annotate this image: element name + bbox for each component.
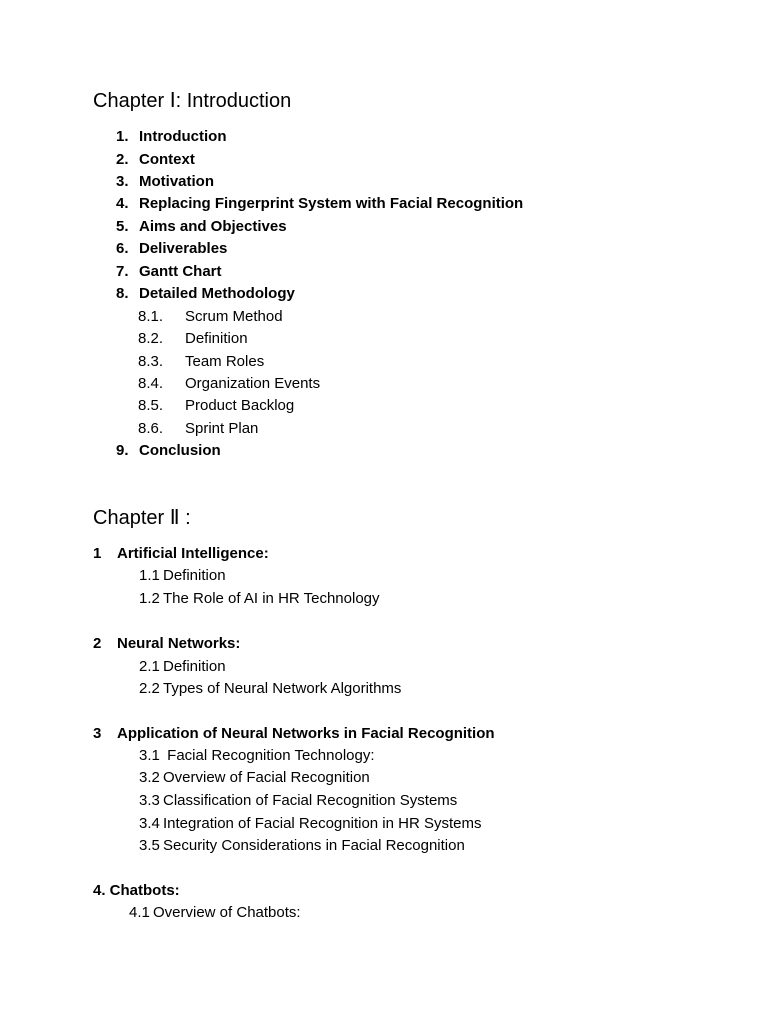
toc-subitem-label: Scrum Method <box>185 308 283 325</box>
subsection-number: 1.2 <box>139 590 160 607</box>
toc-item-label: Gantt Chart <box>139 263 222 280</box>
toc-item-label: Detailed Methodology <box>139 285 295 302</box>
toc-item-number: 6. <box>116 240 129 257</box>
subsection-number: 4.1 <box>129 904 150 921</box>
subsection-label: Overview of Chatbots: <box>153 904 301 921</box>
toc-subitem-label: Team Roles <box>185 353 265 370</box>
section-label: Application of Neural Networks in Facial Recognition <box>117 725 495 742</box>
section-4-heading: 4. Chatbots: <box>93 882 180 899</box>
toc-item-number: 7. <box>116 263 129 280</box>
subsection-label: Integration of Facial Recognition in HR Systems <box>163 815 482 832</box>
toc-subitem-number: 8.6. <box>138 420 164 437</box>
chapter-2-title: Chapter Ⅱ : <box>93 507 191 529</box>
toc-item-number: 9. <box>116 442 129 459</box>
toc-item-label: Aims and Objectives <box>139 218 287 235</box>
toc-item-label: Deliverables <box>139 240 228 257</box>
subsection-number: 2.1 <box>139 658 160 675</box>
toc-subitem-number: 8.3. <box>138 353 164 370</box>
subsection-number: 3.4 <box>139 815 160 832</box>
toc-item-label: Replacing Fingerprint System with Facial Recognition <box>139 195 524 212</box>
toc-subitem-number: 8.4. <box>138 375 164 392</box>
subsection-number: 3.5 <box>139 837 160 854</box>
subsection-label: Overview of Facial Recognition <box>163 769 370 786</box>
subsection-number: 2.2 <box>139 680 160 697</box>
subsection-label: Types of Neural Network Algorithms <box>163 680 402 697</box>
subsection-number: 1.1 <box>139 567 160 584</box>
toc-subitem-number: 8.5. <box>138 397 164 414</box>
toc-item-label: Context <box>139 151 195 168</box>
section-number: 3 <box>93 725 102 742</box>
section-number: 1 <box>93 545 102 562</box>
subsection-number: 3.1 <box>139 747 160 764</box>
toc-subitem-number: 8.2. <box>138 330 164 347</box>
toc-item-number: 1. <box>116 128 129 145</box>
toc-item-label: Conclusion <box>139 442 221 459</box>
toc-item-number: 3. <box>116 173 129 190</box>
toc-subitem-label: Definition <box>185 330 248 347</box>
toc-item-label: Motivation <box>139 173 214 190</box>
toc-item-number: 2. <box>116 151 129 168</box>
toc-item-number: 4. <box>116 195 129 212</box>
section-number: 2 <box>93 635 102 652</box>
toc-subitem-label: Organization Events <box>185 375 321 392</box>
toc-subitem-label: Sprint Plan <box>185 420 259 437</box>
subsection-label: Security Considerations in Facial Recognition <box>163 837 465 854</box>
subsection-label: Definition <box>163 567 226 584</box>
toc-item-number: 8. <box>116 285 129 302</box>
subsection-label: The Role of AI in HR Technology <box>163 590 380 607</box>
toc-subitem-label: Product Backlog <box>185 397 295 414</box>
section-label: Artificial Intelligence: <box>117 545 269 562</box>
toc-item-number: 5. <box>116 218 129 235</box>
toc-item-label: Introduction <box>139 128 227 145</box>
subsection-label: Facial Recognition Technology: <box>163 747 375 764</box>
toc-subitem-number: 8.1. <box>138 308 164 325</box>
subsection-number: 3.3 <box>139 792 160 809</box>
subsection-label: Definition <box>163 658 226 675</box>
section-label: Neural Networks: <box>117 635 241 652</box>
chapter-1-title: Chapter Ⅰ: Introduction <box>93 90 292 112</box>
subsection-label: Classification of Facial Recognition Systems <box>163 792 458 809</box>
subsection-number: 3.2 <box>139 769 160 786</box>
